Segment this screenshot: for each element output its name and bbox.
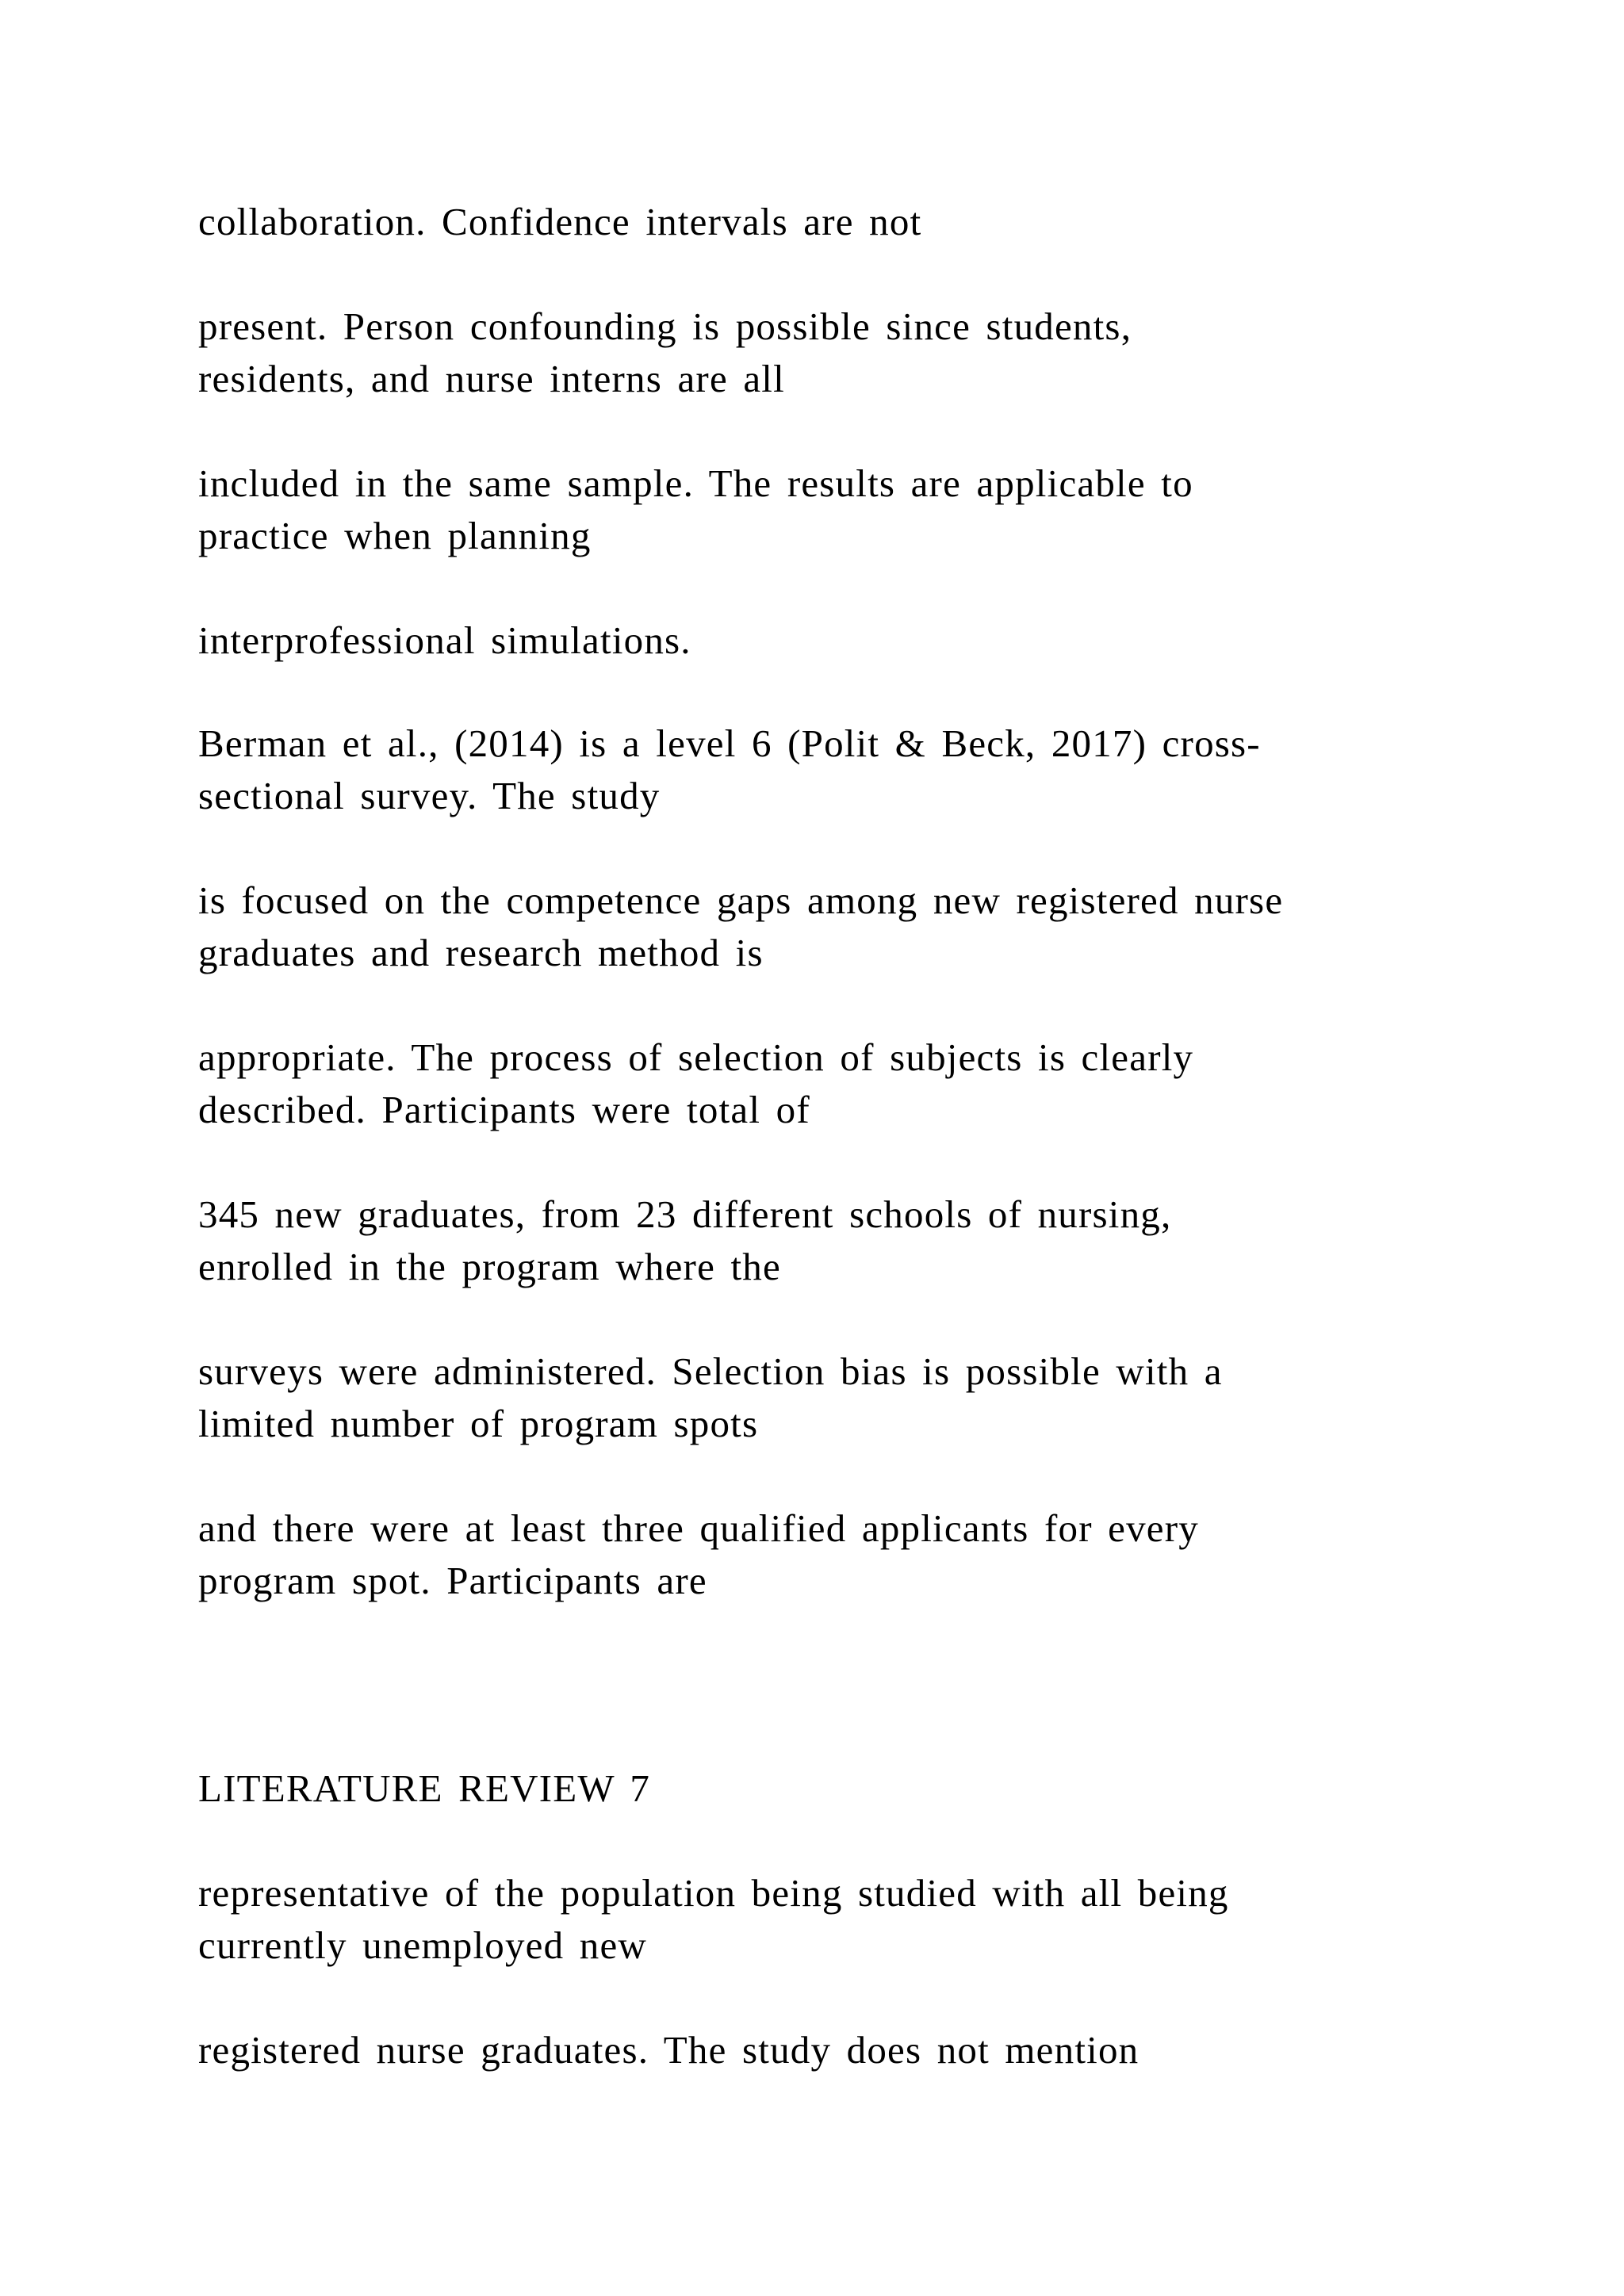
paragraph-2: present. Person confounding is possible since students, residents, and nurse interns are all xyxy=(198,304,1132,400)
running-header: LITERATURE REVIEW 7 xyxy=(198,1766,651,1810)
paragraph-5: Berman et al., (2014) is a level 6 (Polit & Beck, 2017) cross- sectional survey. The study xyxy=(198,721,1261,817)
paragraph-10: and there were at least three qualified applicants for every program spot. Participants are xyxy=(198,1506,1199,1602)
paragraph-6: is focused on the competence gaps among new registered nurse graduates and research method is xyxy=(198,878,1284,974)
paragraph-1: collaboration. Confidence intervals are not xyxy=(198,200,922,243)
paragraph-4: interprofessional simulations. xyxy=(198,618,691,662)
paragraph-11: representative of the population being studied with all being currently unemployed new xyxy=(198,1871,1229,1967)
paragraph-9: surveys were administered. Selection bias is possible with a limited number of program spots xyxy=(198,1349,1223,1445)
paragraph-3: included in the same sample. The results are applicable to practice when planning xyxy=(198,461,1193,557)
paragraph-12: registered nurse graduates. The study does not mention xyxy=(198,2028,1139,2072)
paragraph-7: appropriate. The process of selection of subjects is clearly described. Participants were total of xyxy=(198,1035,1194,1131)
paragraph-8: 345 new graduates, from 23 different schools of nursing, enrolled in the program where the xyxy=(198,1192,1172,1288)
